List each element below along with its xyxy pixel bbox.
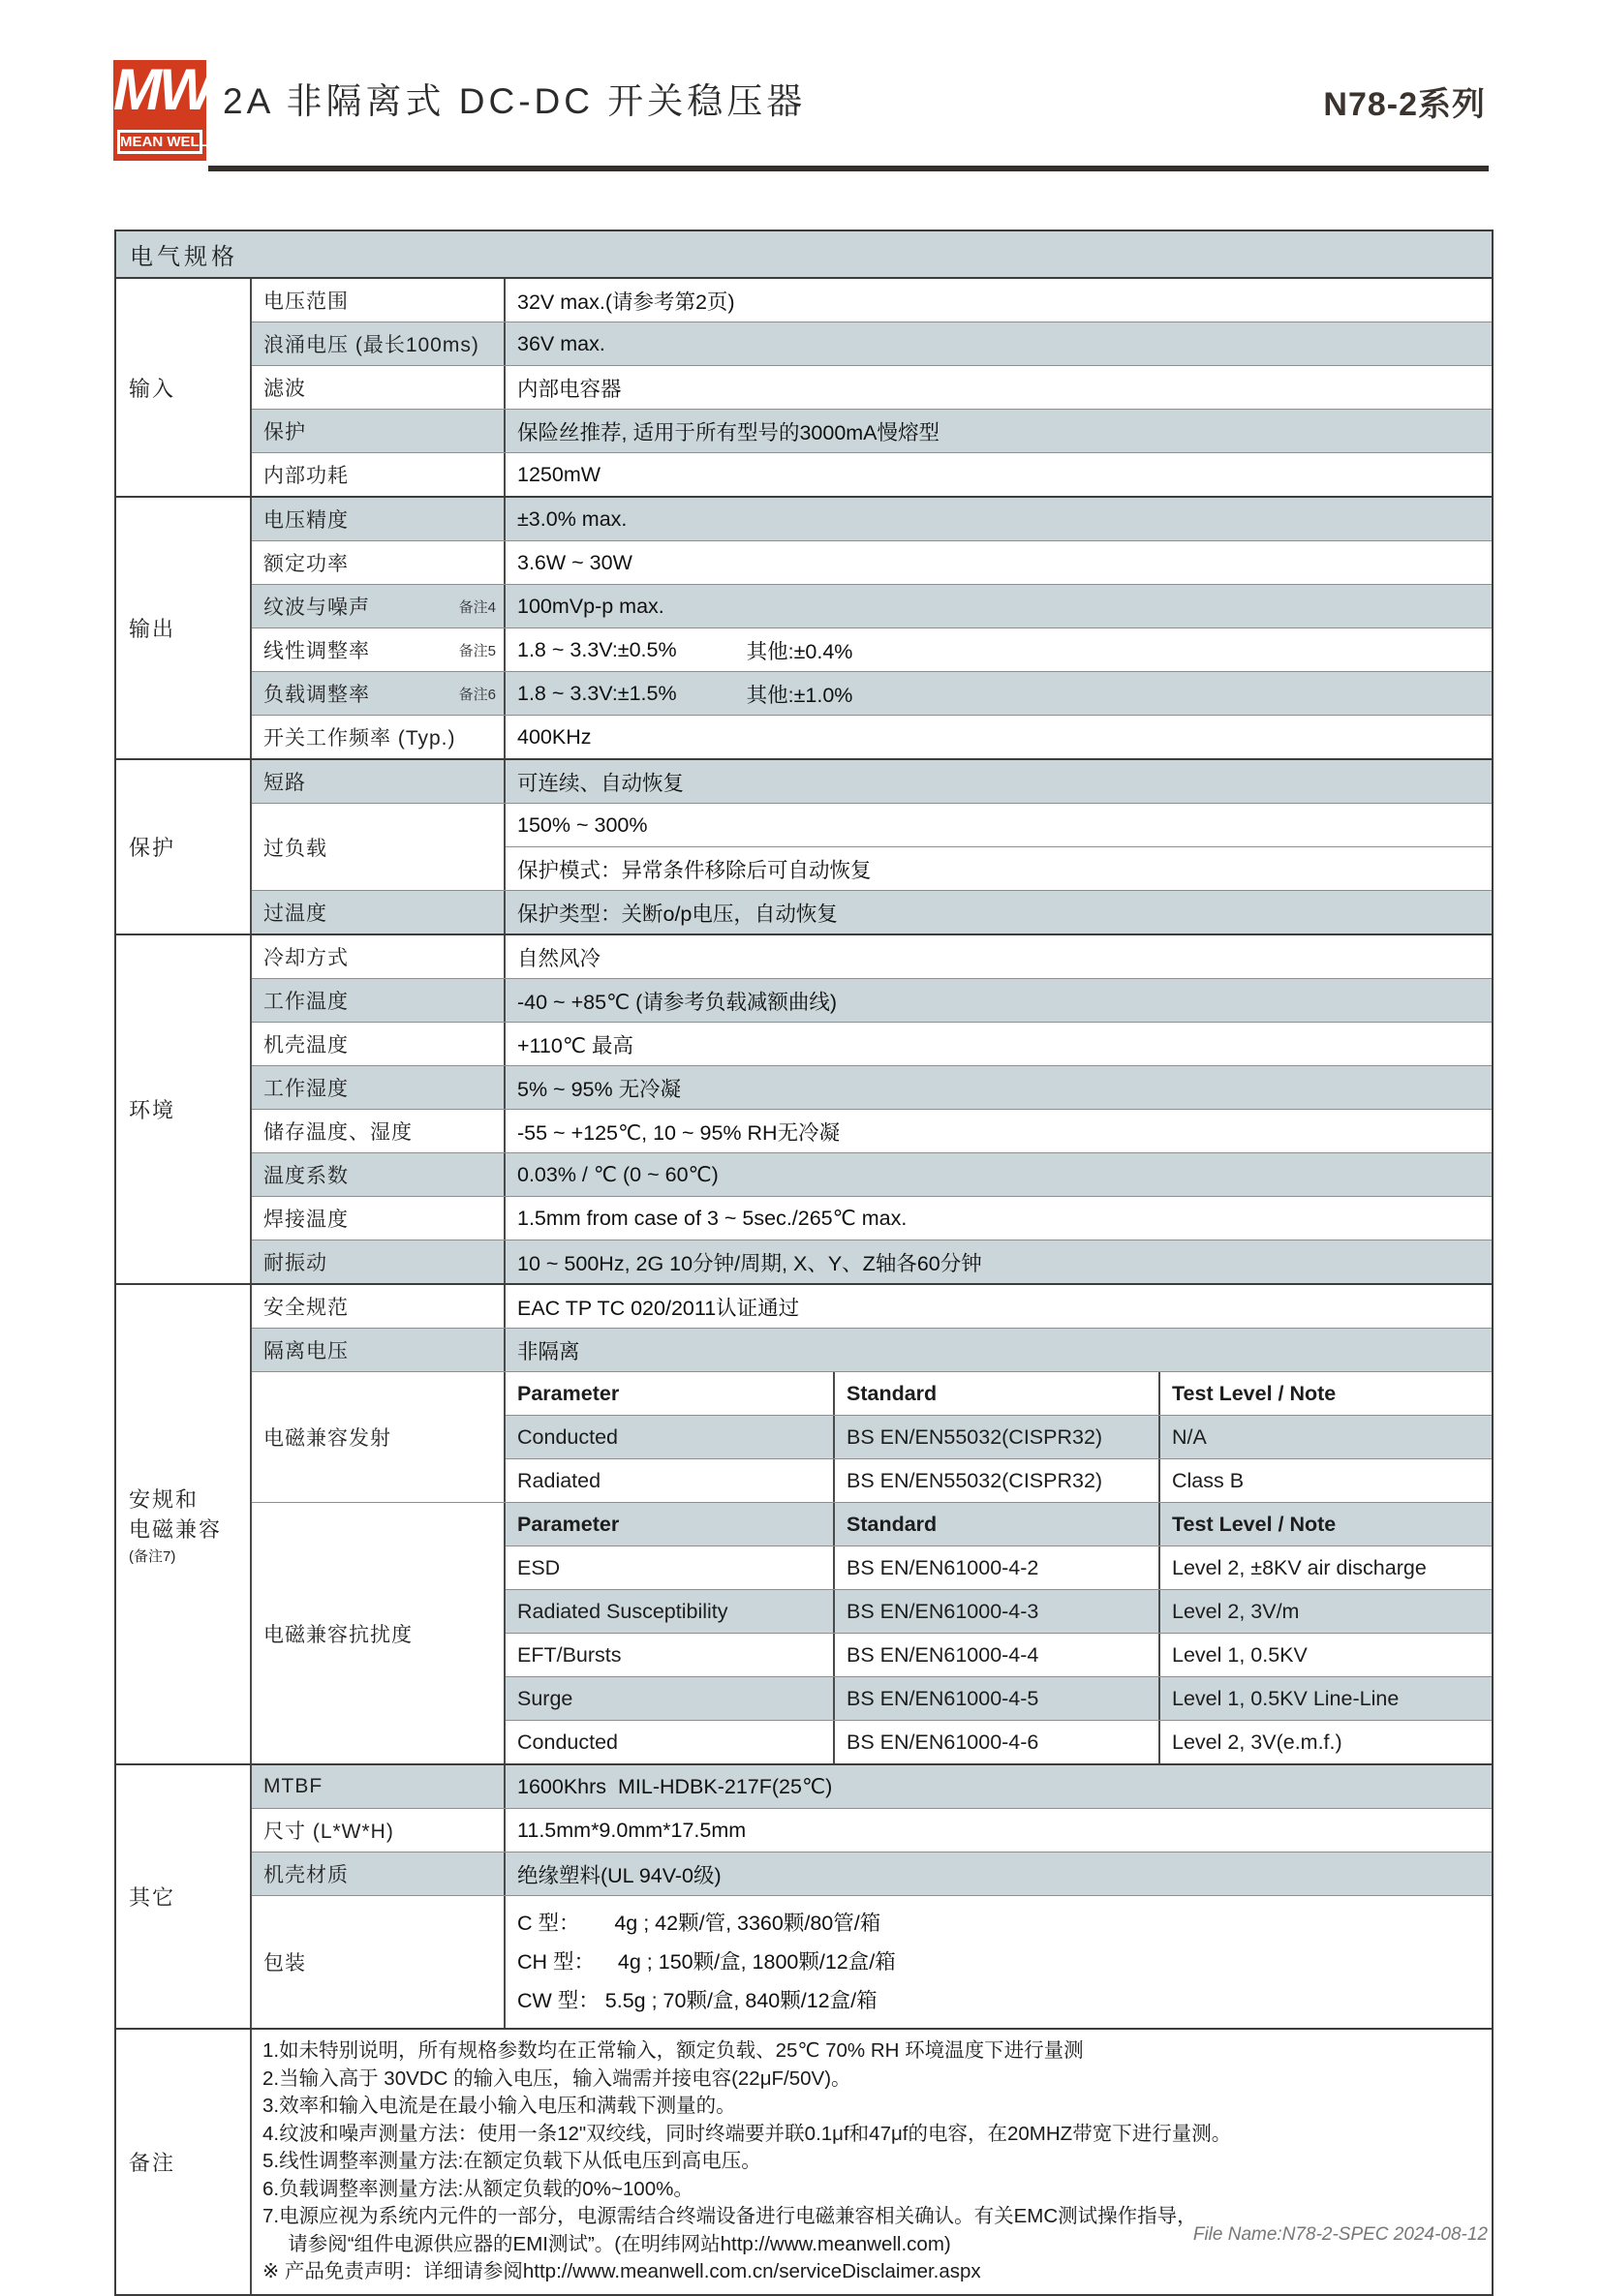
spec-value: ±3.0% max. — [517, 506, 628, 531]
spec-value: 保护模式：异常条件移除后可自动恢复 — [517, 858, 872, 882]
section-notes — [116, 2028, 1492, 2294]
notes-content — [252, 2030, 1492, 2294]
emc-header-row — [506, 1503, 1492, 1546]
spec-row-packing — [252, 1895, 1492, 2028]
emc-header-row — [506, 1372, 1492, 1415]
spec-label: 线性调整率 备注5 — [252, 628, 506, 671]
spec-row — [252, 1109, 1492, 1152]
emc-col-header: Test Level / Note — [1172, 1381, 1337, 1405]
series-title: N78-2系列 — [1323, 86, 1486, 123]
spec-value: -40 ~ +85℃ (请参考负载减额曲线) — [517, 990, 837, 1014]
spec-row — [252, 935, 1492, 978]
spec-label: 电磁兼容抗扰度 — [252, 1503, 506, 1763]
emc-row: Conducted BS EN/EN55032(CISPR32) N/A — [506, 1415, 1492, 1458]
spec-label: 机壳材质 — [252, 1852, 506, 1895]
spec-label: 浪涌电压 (最长100ms) — [252, 322, 506, 365]
spec-value: 非隔离 — [517, 1339, 580, 1363]
spec-value: +110℃ 最高 — [517, 1033, 633, 1057]
spec-value: 3.6W ~ 30W — [517, 550, 632, 574]
spec-label: 焊接温度 — [252, 1197, 506, 1240]
spec-row — [252, 1065, 1492, 1109]
spec-label: 滤波 — [252, 366, 506, 409]
spec-label: 额定功率 — [252, 541, 506, 584]
spec-value: 1.8 ~ 3.3V:±1.5% 其他:±1.0% — [517, 681, 853, 707]
note-line: 6.负载调整率测量方法:从额定负载的0%~100%。 — [262, 2177, 693, 2200]
footnote-ref: 备注6 — [458, 686, 496, 703]
note-line: ※ 产品免责声明：详细请参阅http://www.meanwell.com.cn/serviceDisclaimer.aspx — [262, 2260, 981, 2282]
spec-value: 100mVp-p max. — [517, 594, 664, 618]
spec-value: 内部电容器 — [517, 377, 622, 401]
spec-value: 绝缘塑料(UL 94V-0级) — [517, 1863, 722, 1887]
table-title: 电气规格 — [116, 231, 1492, 277]
emc-col-header: Standard — [835, 1372, 1160, 1415]
logo-mw-text: MW — [113, 57, 211, 122]
spec-label: 工作温度 — [252, 979, 506, 1022]
file-name-footer: File Name:N78-2-SPEC 2024-08-12 — [1192, 2224, 1488, 2245]
spec-row — [252, 1196, 1492, 1240]
spec-label: 过负载 — [252, 804, 506, 890]
emc-emission-group — [252, 1371, 1492, 1502]
spec-value: EAC TP TC 020/2011认证通过 — [517, 1296, 800, 1320]
note-line: 1.如未特别说明，所有规格参数均在正常输入，额定负载、25℃ 70% RH 环境温度下进行量测 — [262, 2039, 1084, 2062]
spec-label: 储存温度、湿度 — [252, 1110, 506, 1152]
spec-value: 150% ~ 300% — [517, 812, 648, 837]
spec-value: 1.8 ~ 3.3V:±0.5% 其他:±0.4% — [517, 637, 853, 663]
category-label: 其它 — [116, 1765, 252, 2028]
spec-row — [252, 1808, 1492, 1852]
spec-value: 36V max. — [517, 331, 605, 355]
spec-label: 温度系数 — [252, 1153, 506, 1196]
spec-row — [252, 365, 1492, 409]
spec-label: MTBF — [252, 1765, 506, 1808]
spec-row — [252, 321, 1492, 365]
spec-label: 过温度 — [252, 891, 506, 934]
section-protection — [116, 758, 1492, 934]
category-label: 环境 — [116, 935, 252, 1283]
category-label: 输入 — [116, 279, 252, 496]
title-underline — [208, 166, 1489, 171]
spec-label: 冷却方式 — [252, 935, 506, 978]
spec-value: 1250mW — [517, 462, 601, 486]
spec-label: 工作湿度 — [252, 1066, 506, 1109]
spec-value: 自然风冷 — [517, 946, 601, 970]
emc-row: Radiated Susceptibility BS EN/EN61000-4-3 Level 2, 3V/m — [506, 1589, 1492, 1633]
spec-value: 11.5mm*9.0mm*17.5mm — [517, 1818, 747, 1842]
category-label: 输出 — [116, 498, 252, 758]
spec-value: 保险丝推荐, 适用于所有型号的3000mA慢熔型 — [517, 420, 940, 444]
spec-row — [252, 584, 1492, 628]
spec-value: 1600Khrs MIL-HDBK-217F(25℃) — [517, 1774, 833, 1798]
emc-row: ESD BS EN/EN61000-4-2 Level 2, ±8KV air discharge — [506, 1546, 1492, 1589]
note-line: 4.纹波和噪声测量方法：使用一条12"双绞线，同时终端要并联0.1μf和47μf的电容，在20MHZ带宽下进行量测。 — [262, 2122, 1232, 2145]
logo-brand-text: MEAN WELL — [117, 130, 202, 154]
spec-label: 包装 — [252, 1896, 506, 2028]
spec-value: -55 ~ +125℃, 10 ~ 95% RH无冷凝 — [517, 1120, 841, 1145]
emc-col-header: Parameter — [506, 1503, 835, 1546]
category-label: 保护 — [116, 760, 252, 934]
spec-row — [252, 1852, 1492, 1895]
spec-value: 可连续、自动恢复 — [517, 771, 685, 795]
emc-row: EFT/Bursts BS EN/EN61000-4-4 Level 1, 0.5KV — [506, 1633, 1492, 1676]
spec-label: 机壳温度 — [252, 1023, 506, 1065]
spec-row-overload — [252, 803, 1492, 890]
emc-row: Surge BS EN/EN61000-4-5 Level 1, 0.5KV Line-Line — [506, 1676, 1492, 1720]
note-line: 3.效率和输入电流是在最小输入电压和满载下测量的。 — [262, 2095, 736, 2117]
spec-row — [252, 715, 1492, 758]
spec-value: C 型： 4g ; 42颗/管, 3360颗/80管/箱 CH 型： 4g ; 150颗/盒, 1800颗/12盒/箱 CW 型： 5.5g ; 70颗/盒, 840颗/12盒/箱 — [517, 1912, 896, 2012]
emc-row: Radiated BS EN/EN55032(CISPR32) Class B — [506, 1458, 1492, 1502]
spec-row — [252, 978, 1492, 1022]
spec-label: 电压范围 — [252, 279, 506, 321]
spec-label: 保护 — [252, 410, 506, 452]
section-input — [116, 277, 1492, 496]
spec-value: 0.03% / ℃ (0 ~ 60℃) — [517, 1162, 719, 1186]
footnote-ref: (备注7) — [129, 1547, 176, 1565]
emc-row: Conducted BS EN/EN61000-4-6 Level 2, 3V(e.m.f.) — [506, 1720, 1492, 1763]
page-title: 2A 非隔离式 DC-DC 开关稳压器 — [223, 81, 807, 121]
meanwell-logo — [113, 57, 211, 161]
spec-label: 安全规范 — [252, 1285, 506, 1328]
spec-value: 5% ~ 95% 无冷凝 — [517, 1077, 682, 1101]
spec-row — [252, 671, 1492, 715]
spec-row — [252, 409, 1492, 452]
spec-row — [252, 540, 1492, 584]
spec-row — [252, 1328, 1492, 1371]
spec-row — [252, 1152, 1492, 1196]
note-line: 5.线性调整率测量方法:在额定负载下从低电压到高电压。 — [262, 2150, 761, 2172]
spec-label: 电磁兼容发射 — [252, 1372, 506, 1502]
spec-value: 10 ~ 500Hz, 2G 10分钟/周期, X、Y、Z轴各60分钟 — [517, 1251, 982, 1275]
section-others — [116, 1763, 1492, 2028]
spec-row — [252, 1240, 1492, 1283]
note-line: 2.当输入高于 30VDC 的输入电压，输入端需并接电容(22μF/50V)。 — [262, 2066, 851, 2090]
spec-table — [114, 230, 1494, 2296]
spec-label: 耐振动 — [252, 1240, 506, 1283]
spec-row — [252, 452, 1492, 496]
section-environment — [116, 934, 1492, 1283]
spec-label: 短路 — [252, 760, 506, 803]
emc-col-header: Test Level / Note — [1172, 1512, 1337, 1536]
spec-label: 纹波与噪声 备注4 — [252, 585, 506, 628]
footnote-ref: 备注5 — [458, 642, 496, 659]
spec-row — [252, 628, 1492, 671]
note-line: 请参阅“组件电源供应器的EMI测试”。(在明纬网站http://www.meanwell.com) — [262, 2232, 951, 2255]
spec-row — [252, 1765, 1492, 1808]
emc-col-header: Standard — [835, 1503, 1160, 1546]
emc-col-header: Parameter — [506, 1372, 835, 1415]
spec-row — [252, 1022, 1492, 1065]
spec-label: 开关工作频率 (Typ.) — [252, 716, 506, 758]
section-output — [116, 496, 1492, 758]
category-label: 备注 — [116, 2030, 252, 2294]
spec-label: 电压精度 — [252, 498, 506, 540]
spec-value: 保护类型：关断o/p电压，自动恢复 — [517, 902, 838, 926]
spec-label: 负载调整率 备注6 — [252, 672, 506, 715]
spec-label: 尺寸 (L*W*H) — [252, 1809, 506, 1852]
spec-row — [252, 498, 1492, 540]
spec-value: 400KHz — [517, 724, 592, 749]
spec-subrow — [506, 804, 1492, 846]
spec-label: 内部功耗 — [252, 453, 506, 496]
category-label: 安规和 电磁兼容 (备注7) — [116, 1285, 252, 1763]
spec-row — [252, 760, 1492, 803]
footnote-ref: 备注4 — [458, 598, 496, 616]
spec-value: 32V max.(请参考第2页) — [517, 290, 735, 314]
note-line: 7.电源应视为系统内元件的一部分，电源需结合终端设备进行电磁兼容相关确认。有关EMC测试操作指导， — [262, 2205, 1197, 2227]
spec-row — [252, 1285, 1492, 1328]
emc-immunity-group — [252, 1502, 1492, 1763]
spec-row — [252, 279, 1492, 321]
spec-row — [252, 890, 1492, 934]
section-safety-emc — [116, 1283, 1492, 1763]
spec-value: 1.5mm from case of 3 ~ 5sec./265℃ max. — [517, 1206, 908, 1230]
spec-subrow — [506, 846, 1492, 890]
spec-label: 隔离电压 — [252, 1329, 506, 1371]
